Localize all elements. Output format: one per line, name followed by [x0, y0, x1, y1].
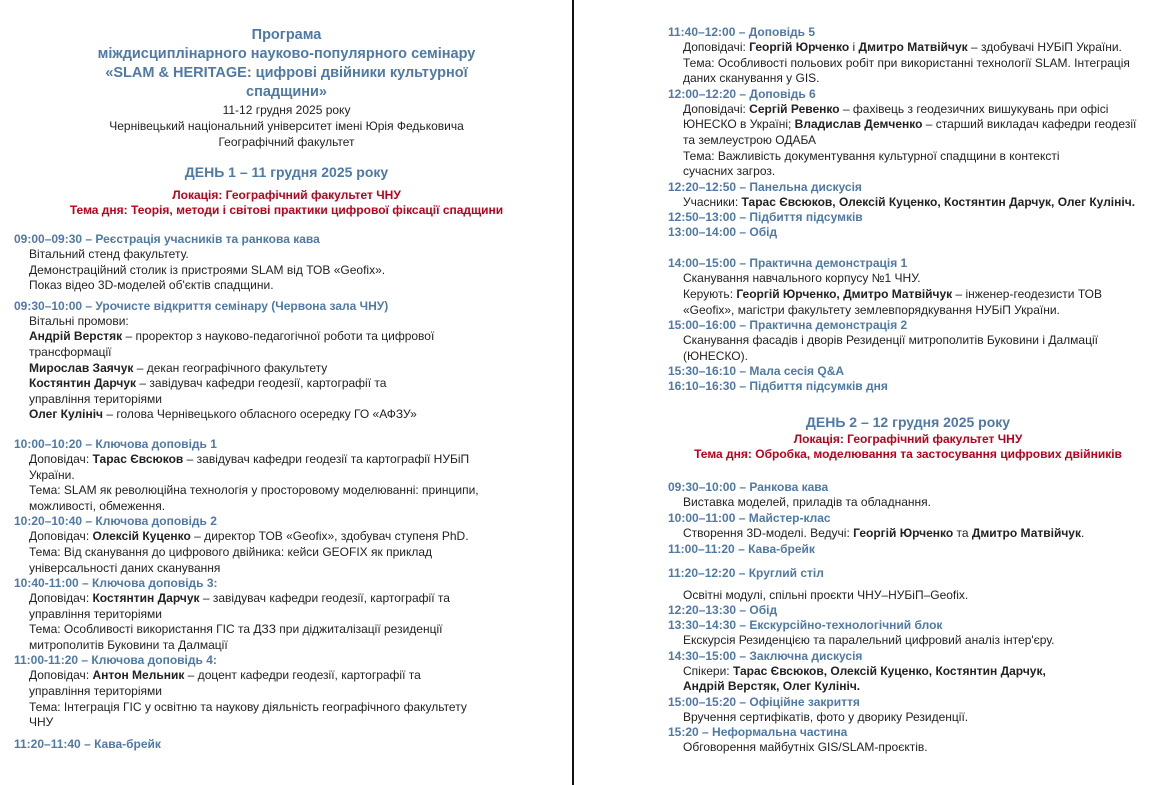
item-time: 15:30–16:10 – Мала сесія Q&A [668, 364, 845, 379]
item-line: Вітальний стенд факультету. [29, 247, 189, 261]
speaker-names: Андрій Верстяк, Олег Кулініч. [683, 679, 861, 694]
item-line: Тема: Важливість документування культурної спадщини в контексті [683, 148, 1060, 163]
item-time: 13:00–14:00 – Обід [668, 225, 778, 240]
item-line: та землеустрою ОДАБА [683, 132, 817, 147]
day1-item [14, 299, 559, 423]
speaker-role: – доцент кафедри геодезії, картографії та [184, 668, 421, 683]
item-time: 09:30–10:00 – Урочисте відкриття семінару (Червона зала ЧНУ) [14, 298, 389, 313]
speaker-role: – директор ТОВ «Geofix», здобувач ступеня PhD. [190, 529, 469, 544]
speaker-joiner: та [953, 525, 972, 540]
speaker-prefix: Доповідачі: [683, 101, 750, 116]
speaker-name: Владислав Демченко [794, 117, 923, 132]
item-line: ЧНУ [29, 715, 54, 730]
speaker-line [14, 591, 559, 607]
speaker-role: – проректор з науково-педагогічної роботи та цифрової [122, 329, 435, 344]
item-time: 14:00–15:00 – Практична демонстрація 1 [668, 256, 908, 271]
item-time: 10:20–10:40 – Ключова доповідь 2 [14, 514, 217, 529]
item-time: 10:40-11:00 – Ключова доповідь 3: [14, 576, 218, 591]
item-time: 11:20–12:20 – Круглий стіл [668, 565, 824, 580]
right-column [668, 0, 1148, 756]
speaker-prefix: Доповідач: [29, 591, 93, 606]
day2-item [668, 511, 1148, 542]
day1-item [14, 737, 559, 752]
day1-item [14, 232, 559, 294]
item-line: України. [29, 467, 75, 482]
speaker-role: – фахівець з геодезичних вишукувань при офісі [839, 101, 1109, 116]
item-time: 09:00–09:30 – Реєстрація учасників та ранкова кава [14, 232, 320, 246]
item-time: 14:30–15:00 – Заключна дискусія [668, 648, 863, 663]
speaker-role: – здобувачі НУБіП України. [967, 40, 1122, 54]
item-line: Вручення сертифікатів, фото у дворику Резиденції. [683, 709, 969, 724]
speaker-line [668, 526, 1148, 542]
item-time: 12:00–12:20 – Доповідь 6 [668, 86, 816, 101]
day2-item [668, 649, 1148, 695]
item-line: Тема: SLAM як революційна технологія у просторовому моделюванні: принципи, [29, 483, 479, 498]
day2-theme: Тема дня: Обробка, моделювання та застосування цифрових двійників [694, 447, 1122, 462]
item-line: Обговорення майбутніх GIS/SLAM-проєктів. [683, 740, 928, 755]
item-time: 15:00–16:00 – Практична демонстрація 2 [668, 318, 908, 333]
day1-item [668, 25, 1148, 87]
speaker-role: – інженер-геодезисти ТОВ [952, 286, 1102, 301]
item-line: Тема: Від сканування до цифрового двійника: кейси GEOFIX як приклад [29, 544, 433, 559]
item-time: 15:20 – Неформальна частина [668, 725, 848, 740]
item-line: «Geofix», магістри факультету землевпорядкування НУБіП України. [683, 302, 1060, 317]
item-line: Тема: Особливості використання ГІС та ДЗЗ при діджиталізації резиденції [29, 622, 443, 637]
day1-item [668, 318, 1148, 364]
item-time: 15:00–15:20 – Офіційне закриття [668, 694, 860, 709]
item-line: даних сканування у GIS. [683, 71, 820, 86]
item-time: 11:00-11:20 – Ключова доповідь 4: [14, 653, 217, 668]
item-line: Сканування навчального корпусу №1 ЧНУ. [683, 271, 921, 286]
header-title-2: міждисциплінарного науково-популярного семінару [97, 46, 476, 62]
item-time: 11:20–11:40 – Кава-брейк [14, 736, 161, 751]
item-line: (ЮНЕСКО). [683, 348, 748, 363]
item-time: 11:00–11:20 – Кава-брейк [668, 541, 815, 556]
speaker-line [668, 195, 1148, 211]
header-date: 11-12 грудня 2025 року [222, 103, 351, 117]
header-faculty: Географічний факультет [218, 135, 355, 149]
header-title-3: «SLAM & HERITAGE: цифрові двійники культурної [105, 65, 468, 81]
speaker-name: Костянтин Дарчук [92, 591, 200, 606]
speaker-line [668, 679, 1148, 695]
speaker-role: – завідувач кафедри геодезії, картографії та [136, 376, 387, 391]
day1-title: ДЕНЬ 1 – 11 грудня 2025 року [184, 164, 389, 180]
day1-item [668, 87, 1148, 180]
left-column [14, 0, 559, 752]
speaker-prefix: Доповідач: [29, 529, 93, 544]
item-line: Демонстраційний столик із пристроями SLAM від ТОВ «Geofix». [29, 262, 386, 277]
item-time: 09:30–10:00 – Ранкова кава [668, 480, 829, 495]
speaker-name: Георгій Юрченко [853, 525, 954, 540]
speaker-line [668, 102, 1148, 118]
speaker-name: Тарас Євсюков [92, 451, 184, 466]
speaker-joiner: і [849, 40, 859, 54]
speaker-line [14, 329, 559, 345]
item-line: управління територіями [29, 606, 162, 621]
speaker-line [14, 668, 559, 684]
item-time: 12:50–13:00 – Підбиття підсумків [668, 210, 863, 225]
speaker-role: – старший викладач кафедри геодезії [922, 117, 1137, 132]
item-line: митрополитів Буковини та Далмації [29, 637, 228, 652]
day2-item [668, 480, 1148, 511]
header-title-4: спадщини» [246, 84, 327, 100]
speaker-role: – голова Чернівецького обласного осередку ГО «АФЗУ» [103, 407, 417, 422]
day1-item [668, 180, 1148, 211]
item-line: управління територіями [29, 684, 162, 699]
day1-item [668, 256, 1148, 318]
speaker-name: Мирослав Заячук [29, 360, 134, 375]
item-line: універсальності даних сканування [29, 560, 221, 575]
item-line: трансформації [29, 344, 112, 359]
item-time: 16:10–16:30 – Підбиття підсумків дня [668, 379, 888, 394]
item-line: управління територіями [29, 391, 162, 406]
day2-item [668, 566, 1148, 604]
item-time: 12:20–13:30 – Обід [668, 603, 778, 618]
item-line: можливості, обмеження. [29, 498, 166, 513]
day1-theme: Тема дня: Теорія, методи і світові практики цифрової фіксації спадщини [69, 203, 504, 217]
item-time: 13:30–14:30 – Екскурсійно-технологічний блок [668, 618, 943, 633]
speaker-names: Георгій Юрченко, Дмитро Матвійчук [736, 286, 953, 301]
item-line: сучасних загроз. [683, 164, 776, 179]
speaker-name: Дмитро Матвійчук [971, 525, 1081, 540]
speaker-prefix: Спікери: [683, 663, 733, 678]
speaker-prefix: Учасники: [683, 194, 742, 209]
speaker-role: – декан географічного факультету [133, 360, 328, 375]
speaker-prefix: Доповідачі: [683, 40, 750, 54]
speaker-line [14, 407, 559, 423]
day1-item [14, 653, 559, 730]
speaker-name: Сергій Ревенко [749, 101, 840, 116]
speaker-name: Костянтин Дарчук [29, 376, 137, 391]
item-line: Вітальні промови: [29, 313, 129, 328]
speaker-name: Антон Мельник [92, 668, 185, 683]
speaker-name: Георгій Юрченко [749, 40, 850, 54]
speaker-line [14, 361, 559, 377]
speaker-line [14, 376, 559, 392]
speaker-end: . [1080, 525, 1085, 540]
speaker-name: Андрій Верстяк [29, 329, 123, 344]
speaker-prefix: Створення 3D-моделі. Ведучі: [683, 525, 854, 540]
speaker-line [14, 452, 559, 468]
speaker-names: Тарас Євсюков, Олексій Куценко, Костянтин Дарчук, Олег Кулініч. [741, 194, 1136, 209]
speaker-prefix: Доповідач: [29, 451, 93, 466]
day1-item [14, 576, 559, 653]
speaker-role: ЮНЕСКО в Україні; [683, 117, 795, 132]
speaker-line [668, 287, 1148, 303]
day2-location: Локація: Географічний факультет ЧНУ [793, 432, 1023, 447]
item-line: Виставка моделей, приладів та обладнання. [683, 495, 931, 510]
item-line: Показ відео 3D-моделей об'єктів спадщини. [29, 278, 274, 293]
item-line: Сканування фасадів і дворів Резиденції митрополитів Буковини і Далмації [683, 333, 1098, 348]
header-university: Чернівецький національний університет імені Юрія Федьковича [109, 119, 464, 133]
speaker-prefix: Керують: [683, 286, 737, 301]
item-line: Екскурсія Резиденцією та паралельний цифровий аналіз інтер'єру. [683, 633, 1055, 648]
speaker-name: Олексій Куценко [92, 529, 191, 544]
speaker-line [668, 117, 1148, 133]
day2-item [668, 618, 1148, 649]
day2-item [668, 725, 1148, 756]
program-header [14, 26, 559, 150]
day2-title: ДЕНЬ 2 – 12 грудня 2025 року [805, 414, 1011, 431]
day1-item [14, 514, 559, 576]
speaker-name: Дмитро Матвійчук [858, 40, 968, 54]
speaker-names: Тарас Євсюков, Олексій Куценко, Костянтин Дарчук, [732, 663, 1046, 678]
day1-location: Локація: Географічний факультет ЧНУ [172, 188, 401, 202]
speaker-line [668, 664, 1148, 680]
speaker-role: – завідувач кафедри геодезії та картографії НУБіП [183, 451, 470, 466]
item-time: 12:20–12:50 – Панельна дискусія [668, 179, 862, 194]
item-time: 10:00–11:00 – Майстер-клас [668, 510, 831, 525]
item-time: 10:00–10:20 – Ключова доповідь 1 [14, 436, 217, 451]
item-line: Тема: Інтеграція ГІС у освітню та наукову діяльність географічного факультету [29, 699, 467, 714]
item-time: 11:40–12:00 – Доповідь 5 [668, 25, 816, 39]
day2-item [668, 695, 1148, 726]
header-title-1: Програма [251, 27, 322, 43]
speaker-line [14, 529, 559, 545]
column-divider [572, 0, 574, 785]
item-line: Тема: Особливості польових робіт при використанні технології SLAM. Інтеграція [683, 55, 1130, 70]
speaker-line [668, 40, 1148, 56]
speaker-name: Олег Кулініч [29, 407, 103, 422]
item-line: Освітні модулі, спільні проєкти ЧНУ–НУБіП–Geofix. [683, 587, 969, 602]
speaker-prefix: Доповідач: [29, 668, 93, 683]
speaker-role: – завідувач кафедри геодезії, картографії та [199, 591, 450, 606]
day1-item [14, 437, 559, 514]
